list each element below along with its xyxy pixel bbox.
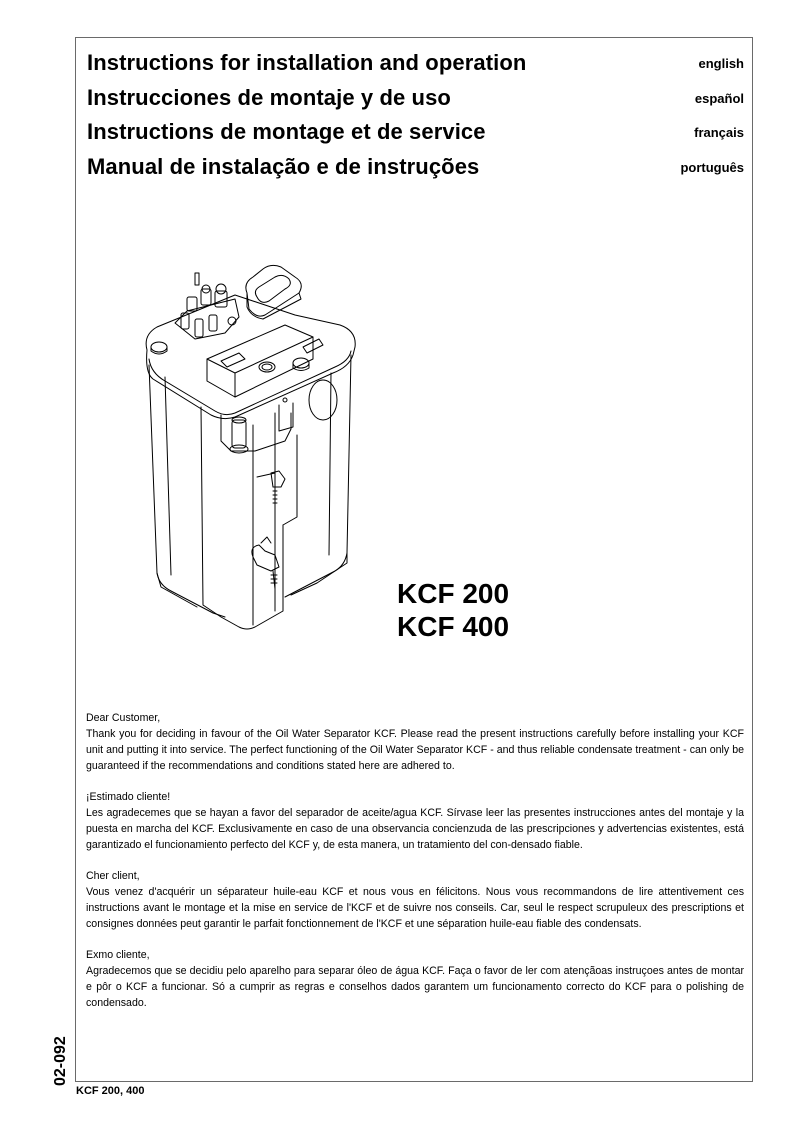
title-french: Instructions de montage et de service <box>87 119 486 144</box>
title-row-english <box>87 50 744 80</box>
letter-greeting: Dear Customer, <box>86 712 161 724</box>
language-label-french: français <box>694 125 744 140</box>
model-kcf-400: KCF 400 <box>397 611 510 642</box>
title-row-portuguese <box>87 154 744 184</box>
model-names <box>397 577 509 643</box>
title-row-spanish <box>87 85 744 115</box>
letter-spanish <box>86 789 744 853</box>
title-spanish: Instrucciones de montaje y de uso <box>87 85 451 110</box>
letter-portuguese <box>86 947 744 1011</box>
language-label-spanish: español <box>694 91 744 106</box>
letter-body: Agradecemos que se decidiu pelo aparelho para separar óleo de água KCF. Faça o favor de ler com atençãoas instruçoes antes de montar e pôr o KCF a funcionar. Só a cumprir as regras e conselhos dados garantem um funcionamento correcto do KCF para o polishing de condensado. <box>86 965 744 1009</box>
language-label-english: english <box>698 56 744 71</box>
letter-body: Les agradecemes que se hayan a favor del separador de aceite/agua KCF. Sírvase leer las presentes instrucciones antes del montaje y la puesta en marcha del KCF. Exclusivamente en caso de una observancia concienzuda de las prescripciones y advertencias existentes, está garantizado el funcionamiento perfecto del KCF y, de esta manera, un tratamiento del con-densado fiable. <box>86 807 744 851</box>
letter-english <box>86 710 744 774</box>
title-row-french <box>87 119 744 149</box>
title-english: Instructions for installation and operation <box>87 50 527 75</box>
customer-letters <box>86 710 744 1026</box>
model-kcf-200: KCF 200 <box>397 578 510 609</box>
footer-model-label: KCF 200, 400 <box>76 1085 145 1097</box>
letter-greeting: Cher client, <box>86 870 140 882</box>
letter-body: Vous venez d'acquérir un séparateur huile-eau KCF et nous vous en félicitons. Nous vous recommandons de lire attentivement ces instructions avant le montage et la mise en service de l'KCF et de suivre nos conseils. Car, seul le respect scrupuleux des prescriptions et consignes données peut garantir le parfait fonctionnement de l'KCF et une séparation huile-eau fiable des condensats. <box>86 886 744 930</box>
document-number: 02-092 <box>52 1036 69 1086</box>
letter-body: Thank you for deciding in favour of the Oil Water Separator KCF. Please read the present instructions carefully before installing your KCF unit and putting it into service. The perfect functioning of the Oil Water Separator KCF - and thus reliable condensate treatment - can only be guaranteed if the recommendations and conditions stated here are adhered to. <box>86 728 744 772</box>
title-portuguese: Manual de instalação e de instruções <box>87 154 480 179</box>
letter-greeting: Exmo cliente, <box>86 949 150 961</box>
language-label-portuguese: português <box>680 160 744 175</box>
letter-greeting: ¡Estimado cliente! <box>86 791 171 803</box>
letter-french <box>86 868 744 932</box>
oil-water-separator-drawing-icon <box>135 255 375 650</box>
